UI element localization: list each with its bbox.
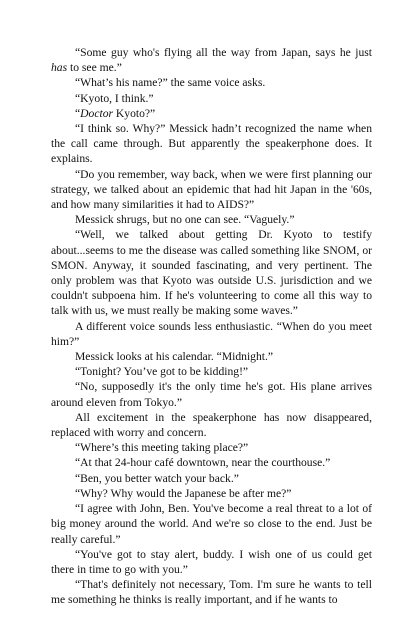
- paragraph-text: Kyoto?”: [113, 106, 156, 120]
- paragraph: [51, 45, 372, 75]
- paragraph: [51, 440, 372, 455]
- paragraph: [51, 106, 372, 121]
- paragraph-text: “I think so. Why?” Messick hadn’t recognized the name when the call came through. But apparently the speakerphone does. It explains.: [51, 122, 372, 166]
- paragraph-text: “Well, we talked about getting Dr. Kyoto to testify about...seems to me the disease was called something like SNOM, or SMON. Anyway, it sounded fascinating, and very pertinent. The only problem was that Kyoto was outside U.S. jurisdiction and we couldn't subpoena him. If he's volunteering to come all this way to talk with us, we must really be making some waves.”: [51, 228, 372, 318]
- paragraph-text: “Do you remember, way back, when we were first planning our strategy, we talked about an epidemic that had hit Japan in the '60s, and how many similarities it had to AIDS?”: [51, 167, 372, 212]
- italic-text: has: [51, 61, 68, 75]
- paragraph-text: All excitement in the speakerphone has now disappeared, replaced with worry and concern.: [51, 410, 372, 440]
- paragraph: [51, 547, 372, 577]
- paragraph: [51, 121, 372, 167]
- paragraph: [51, 364, 372, 379]
- paragraph-text: “At that 24-hour café downtown, near the courthouse.”: [75, 456, 331, 470]
- paragraph-text: to see me.”: [67, 61, 122, 75]
- paragraph-text: “No, supposedly it's the only time he's got. His plane arrives around eleven from Tokyo.”: [51, 380, 372, 409]
- paragraph: [51, 349, 372, 364]
- paragraph: [51, 167, 372, 213]
- paragraph-text: “Kyoto, I think.”: [75, 91, 154, 105]
- body-text: [51, 45, 372, 608]
- paragraph: [51, 486, 372, 501]
- paragraph: [51, 91, 372, 106]
- paragraph-text: “: [75, 106, 81, 120]
- paragraph: [51, 227, 372, 318]
- paragraph-text: “I agree with John, Ben. You've become a real threat to a lot of big money around the world. And we're so close to the end. Just be really careful.”: [51, 502, 372, 546]
- paragraph-text: Messick looks at his calendar. “Midnight.”: [75, 350, 274, 364]
- paragraph: [51, 455, 372, 470]
- paragraph: [51, 75, 372, 90]
- paragraph: [51, 410, 372, 440]
- paragraph-text: “Tonight? You’ve got to be kidding!”: [75, 365, 249, 379]
- paragraph-text: “Some guy who's flying all the way from Japan, says he just: [75, 46, 372, 59]
- paragraph-text: “Why? Why would the Japanese be after me?”: [75, 486, 292, 500]
- paragraph-text: “What’s his name?” the same voice asks.: [75, 76, 266, 90]
- paragraph-text: “Where’s this meeting taking place?”: [75, 441, 249, 455]
- paragraph-text: “You've got to stay alert, buddy. I wish one of us could get there in time to go with you.”: [51, 547, 372, 576]
- paragraph-text: A different voice sounds less enthusiastic. “When do you meet him?”: [51, 319, 372, 348]
- italic-text: Doctor: [80, 106, 114, 120]
- paragraph: [51, 577, 372, 607]
- paragraph: [51, 471, 372, 486]
- paragraph-text: Messick shrugs, but no one can see. “Vaguely.”: [75, 213, 295, 227]
- paragraph: [51, 379, 372, 409]
- paragraph: [51, 212, 372, 227]
- paragraph-text: “Ben, you better watch your back.”: [75, 471, 239, 485]
- paragraph-text: “That's definitely not necessary, Tom. I'm sure he wants to tell me something he thinks is really important, and if he wants to: [51, 578, 372, 607]
- paragraph: [51, 319, 372, 349]
- paragraph: [51, 501, 372, 547]
